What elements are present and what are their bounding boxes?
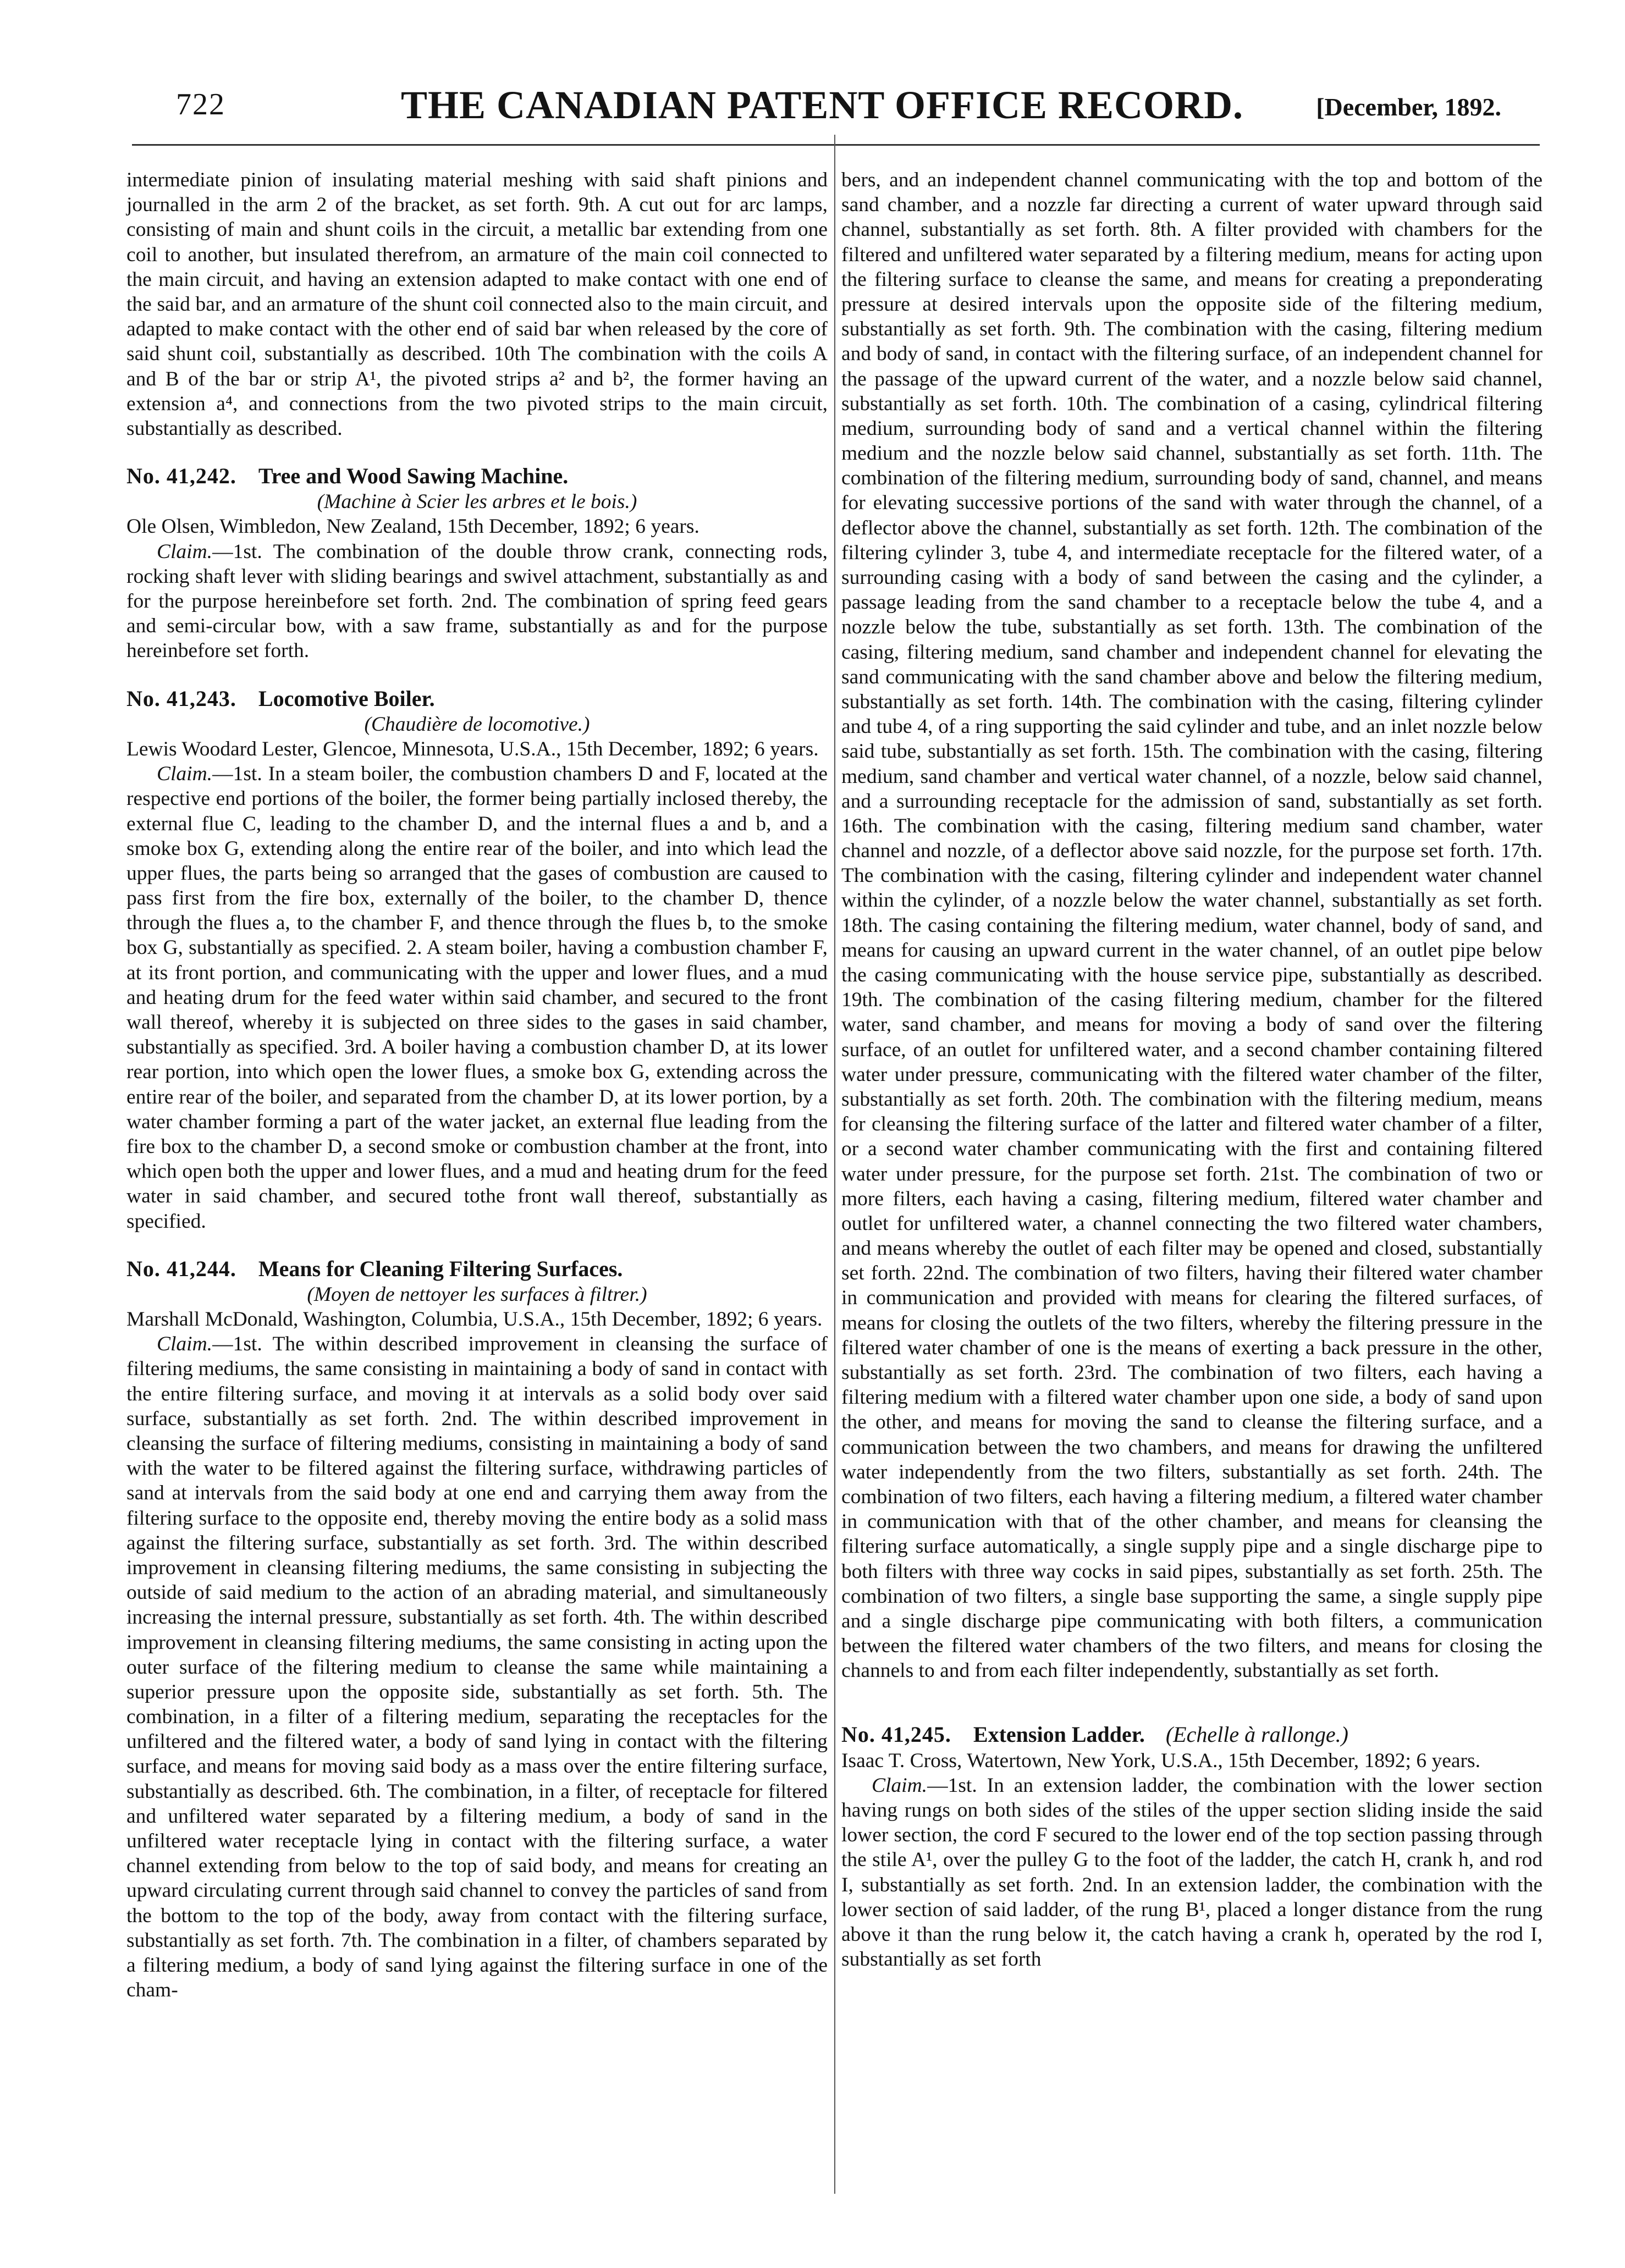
claim-label: Claim. bbox=[157, 540, 213, 563]
claim-text: —1st. In a steam boiler, the combustion chambers D and F, located at the respective end portions of the boiler, the former being partially inclosed thereby, the external flue C, leading to the chamber D, and the internal flues a and b, and a smoke box G, extending along the entire rear of the boiler, and into which lead the upper flues, the parts being so arranged that the gases of combustion are caused to pass first from the fire box, externally of the boiler, to the chamber D, thence through the flues a, to the chamber F, and thence through the flues b, to the smoke box G, substantially as specified. 2. A steam boiler, having a combustion chamber F, at its front portion, and communicating with the upper and lower flues, and a mud and heating drum for the feed water within said chamber, and secured to the front wall thereof, whereby it is subjected on three sides to the gases in said chamber, substantially as specified. 3rd. A boiler having a combustion chamber D, at its lower rear portion, into which open the lower flues, a smoke box G, extending across the entire rear of the boiler, and separated from the chamber D, at its lower portion, by a water chamber forming a part of the water jacket, an external flue leading from the fire box to the chamber D, a second smoke or combustion chamber at the front, into which open both the upper and lower flues, and a mud and heating drum for the feed water in said chamber, and secured tothe front wall thereof, substantially as specified. bbox=[126, 763, 828, 1233]
patent-inventor: Ole Olsen, Wimbledon, New Zealand, 15th December, 1892; 6 years. bbox=[126, 515, 699, 538]
claim-label: Claim. bbox=[157, 1333, 213, 1356]
continued-claims-text: intermediate pinion of insulating material meshing with said shaft pinions and journalled in the arm 2 of the bracket, as set forth. 9th. A cut out for arc lamps, consisting of main and shunt coils in the circuit, a metallic bar extending from one coil to another, but insulated therefrom, an armature of the main coil connected to the main circuit, and having an extension adapted to make contact with one end of the said bar, and an armature of the shunt coil connected also to the main circuit, and adapted to make contact with the other end of said bar when released by the core of said shunt coil, substantially as described. 10th The combination with the coils A and B of the bar or strip A¹, the pivoted strips a² and b², the former having an extension a⁴, and connections from the two pivoted strips to the main circuit, substantially as described. bbox=[126, 169, 828, 440]
header-rule bbox=[132, 144, 1540, 146]
page-header bbox=[143, 82, 1501, 137]
patent-number: No. 41,244. bbox=[126, 1256, 236, 1281]
patent-french-title: (Echelle à rallonge.) bbox=[1165, 1722, 1348, 1747]
patent-french-title: (Chaudière de locomotive.) bbox=[364, 713, 590, 736]
column-divider bbox=[834, 135, 835, 2194]
patent-heading bbox=[126, 1256, 828, 1282]
patent-heading bbox=[126, 686, 828, 712]
patent-claim bbox=[126, 761, 828, 1234]
patent-french-title: (Machine à Scier les arbres et le bois.) bbox=[317, 490, 637, 514]
patent-title: Tree and Wood Sawing Machine. bbox=[258, 463, 569, 489]
patent-number: No. 41,243. bbox=[126, 686, 236, 711]
patent-number: No. 41,242. bbox=[126, 463, 236, 489]
claim-label: Claim. bbox=[872, 1774, 928, 1797]
patent-claim bbox=[126, 1332, 828, 2002]
patent-claim bbox=[126, 539, 828, 664]
continued-claims-text: bers, and an independent channel communicating with the top and bottom of the sand chamber, and a nozzle far directing a current of water upward through said channel, substantially as set forth. 8th. A filter provided with chambers for the filtered and unfiltered water separated by a filtering medium, means for acting upon the filtering surface to cleanse the same, and means for creating a preponderating pressure at desired intervals upon the opposite side of the filtering medium, substantially as set forth. 9th. The combination with the casing, filtering medium and body of sand, in contact with the filtering surface, of an independent channel for the passage of the upward current of the water, and a nozzle below said channel, substantially as set forth. 10th. The combination of a casing, cylindrical filtering medium, surrounding body of sand and a vertical channel within the filtering medium and the nozzle below said channel, substantially as set forth. 11th. The combination of the filtering medium, surrounding body of sand, channel, and means for elevating successive portions of the sand with water through the channel, of a deflector above the channel, substantially as set forth. 12th. The combination of the filtering cylinder 3, tube 4, and intermediate receptacle for the filtered water, of a surrounding casing with a body of sand between the casing and the cylinder, a passage leading from the sand chamber to a receptacle below the tube 4, and a nozzle below the tube, substantially as set forth. 13th. The combination of the casing, filtering medium, sand chamber and independent channel for elevating the sand communicating with the sand chamber above and below the filtering medium, substantially as set forth. 14th. The combination with the casing, filtering cylinder and tube 4, of a ring supporting the said cylinder and tube, and an inlet nozzle below said tube, substantially as set forth. 15th. The combination with the casing, filtering medium, sand chamber and vertical water channel, of a nozzle, below said channel, and a surrounding receptacle for the admission of sand, substantially as set forth. 16th. The combination with the casing, filtering medium sand chamber, water channel and nozzle, of a deflector above said nozzle, for the purpose set forth. 17th. The combination with the casing, filtering cylinder and independent water channel within the cylinder, of a nozzle below the water channel, substantially as set forth. 18th. The casing containing the filtering medium, water channel, body of sand, and means for causing an upward current in the water channel, of an outlet pipe below the casing communicating with the house service pipe, substantially as described. 19th. The combination of the casing filtering medium, chamber for the filtered water, sand chamber, and means for moving a body of sand over the filtering surface, of an outlet for unfiltered water, and a second chamber containing filtered water under pressure, communicating with the filtered water chamber of the filter, substantially as set forth. 20th. The combination with the filtering medium, means for cleansing the filtering surface of the latter and filtered water chamber of a filter, or a second water chamber communicating with the first and containing filtered water under pressure, for the purpose set forth. 21st. The combination of two or more filters, each having a casing, filtering medium, filtered water chamber and outlet for unfiltered water, a channel connecting the two filtered water chambers, and means whereby the outlet of each filter may be opened and closed, substantially set forth. 22nd. The combination of two filters, having their filtered water chamber in communication and provided with means for clearing the filtered surfaces, of means for closing the outlets of the two filters, whereby the filtering pressure in the filtered water chamber of one is the means of exerting a back pressure in the other, substantially as set forth. 23rd. The combination of two filters, each having a filtering medium with a filtered water chamber upon one side, a body of sand upon the other, and means for moving the sand to cleanse the filtering surface, and a communication between the two chambers, and means for drawing the unfiltered water independently from the two filters, substantially as set forth. 24th. The combination of two filters, each having a filtering medium, a filtered water chamber in communication with that of the other chamber, and means for cleansing the filtering surface automatically, a single supply pipe and a single discharge pipe to both filters with three way cocks in said pipes, substantially as set forth. 25th. The combination of two filters, a single base supporting the same, a single supply pipe and a single discharge pipe communicating with both filters, a communication between the filtered water chambers of the two filters, and means for closing the channels to and from each filter independently, substantially as set forth. bbox=[841, 169, 1543, 1682]
patent-number: No. 41,245. bbox=[841, 1722, 951, 1747]
journal-title: THE CANADIAN PATENT OFFICE RECORD. bbox=[400, 83, 1244, 127]
claim-text: —1st. The combination of the double throw crank, connecting rods, rocking shaft lever with sliding bearings and swivel attachment, substantially as and for the purpose hereinbefore set forth. 2nd. The combination of spring feed gears and semi-circular bow, with a saw frame, substantially as and for the purpose hereinbefore set forth. bbox=[126, 540, 828, 663]
claim-text: —1st. In an extension ladder, the combination with the lower section having rungs on both sides of the stiles of the upper section sliding inside the said lower section, the cord F secured to the lower end of the top section passing through the stile A¹, over the pulley G to the foot of the ladder, the catch H, crank h, and rod I, substantially as set forth. 2nd. In an extension ladder, the combination with the lower section of said ladder, of the rung B¹, placed a longer distance from the rung above it than the rung below it, the catch having a crank h, operated by the rod I, substantially as set forth bbox=[841, 1774, 1543, 1971]
patent-inventor: Marshall McDonald, Washington, Columbia, U.S.A., 15th December, 1892; 6 years. bbox=[126, 1308, 823, 1331]
claim-label: Claim. bbox=[157, 763, 213, 786]
patent-heading bbox=[126, 463, 828, 489]
issue-date: [December, 1892. bbox=[1316, 93, 1501, 121]
patent-title: Means for Cleaning Filtering Surfaces. bbox=[258, 1256, 623, 1281]
patent-claim bbox=[841, 1773, 1543, 1972]
page-number: 722 bbox=[176, 87, 225, 122]
right-column bbox=[841, 168, 1543, 1972]
claim-text: —1st. The within described improvement in cleansing the surface of filtering mediums, the same consisting in maintaining a body of sand in contact with the entire filtering surface, and moving it at intervals as a solid body over said surface, substantially as set forth. 2nd. The within described improvement in cleansing the surface of filtering mediums, consisting in maintaining a body of sand with the water to be filtered against the filtering surface, withdrawing particles of sand at intervals from the said body at one end and carrying them away from the filtering surface to the opposite end, thereby moving the entire body as a solid mass against the filtering surface, substantially as set forth. 3rd. The within described improvement in cleansing filtering mediums, the same consisting in subjecting the outside of said medium to the action of an abrading material, and simultaneously increasing the internal pressure, substantially as set forth. 4th. The within described improvement in cleansing filtering mediums, the same consisting in acting upon the outer surface of the filtering medium to cleanse the same while maintaining a superior pressure upon the opposite side, substantially as set forth. 5th. The combination, in a filter of a filtering medium, separating the receptacles for the unfiltered and the filtered water, a body of sand lying in contact with the filtering surface, and means for moving said body as a mass over the entire filtering surface, substantially as described. 6th. The combination, in a filter, of receptacle for filtered and unfiltered water separated by a filtering medium, a body of sand in the unfiltered water receptacle lying in contact with the filtering surface, a water channel extending from below to the top of said body, and means for creating an upward circulating current through said channel to convey the particles of sand from the bottom to the top of the body, away from contact with the filtering surface, substantially as set forth. 7th. The combination in a filter, of chambers separated by a filtering medium, a body of sand lying against the filtering surface in one of the cham- bbox=[126, 1333, 828, 2002]
patent-inventor: Isaac T. Cross, Watertown, New York, U.S.A., 15th December, 1892; 6 years. bbox=[841, 1749, 1480, 1772]
patent-title: Extension Ladder. bbox=[973, 1722, 1145, 1747]
left-column bbox=[126, 168, 828, 2002]
patent-french-title: (Moyen de nettoyer les surfaces à filtrer.) bbox=[307, 1283, 647, 1306]
patent-heading bbox=[841, 1721, 1543, 1748]
patent-inventor: Lewis Woodard Lester, Glencoe, Minnesota, U.S.A., 15th December, 1892; 6 years. bbox=[126, 737, 819, 760]
patent-title: Locomotive Boiler. bbox=[258, 686, 435, 711]
